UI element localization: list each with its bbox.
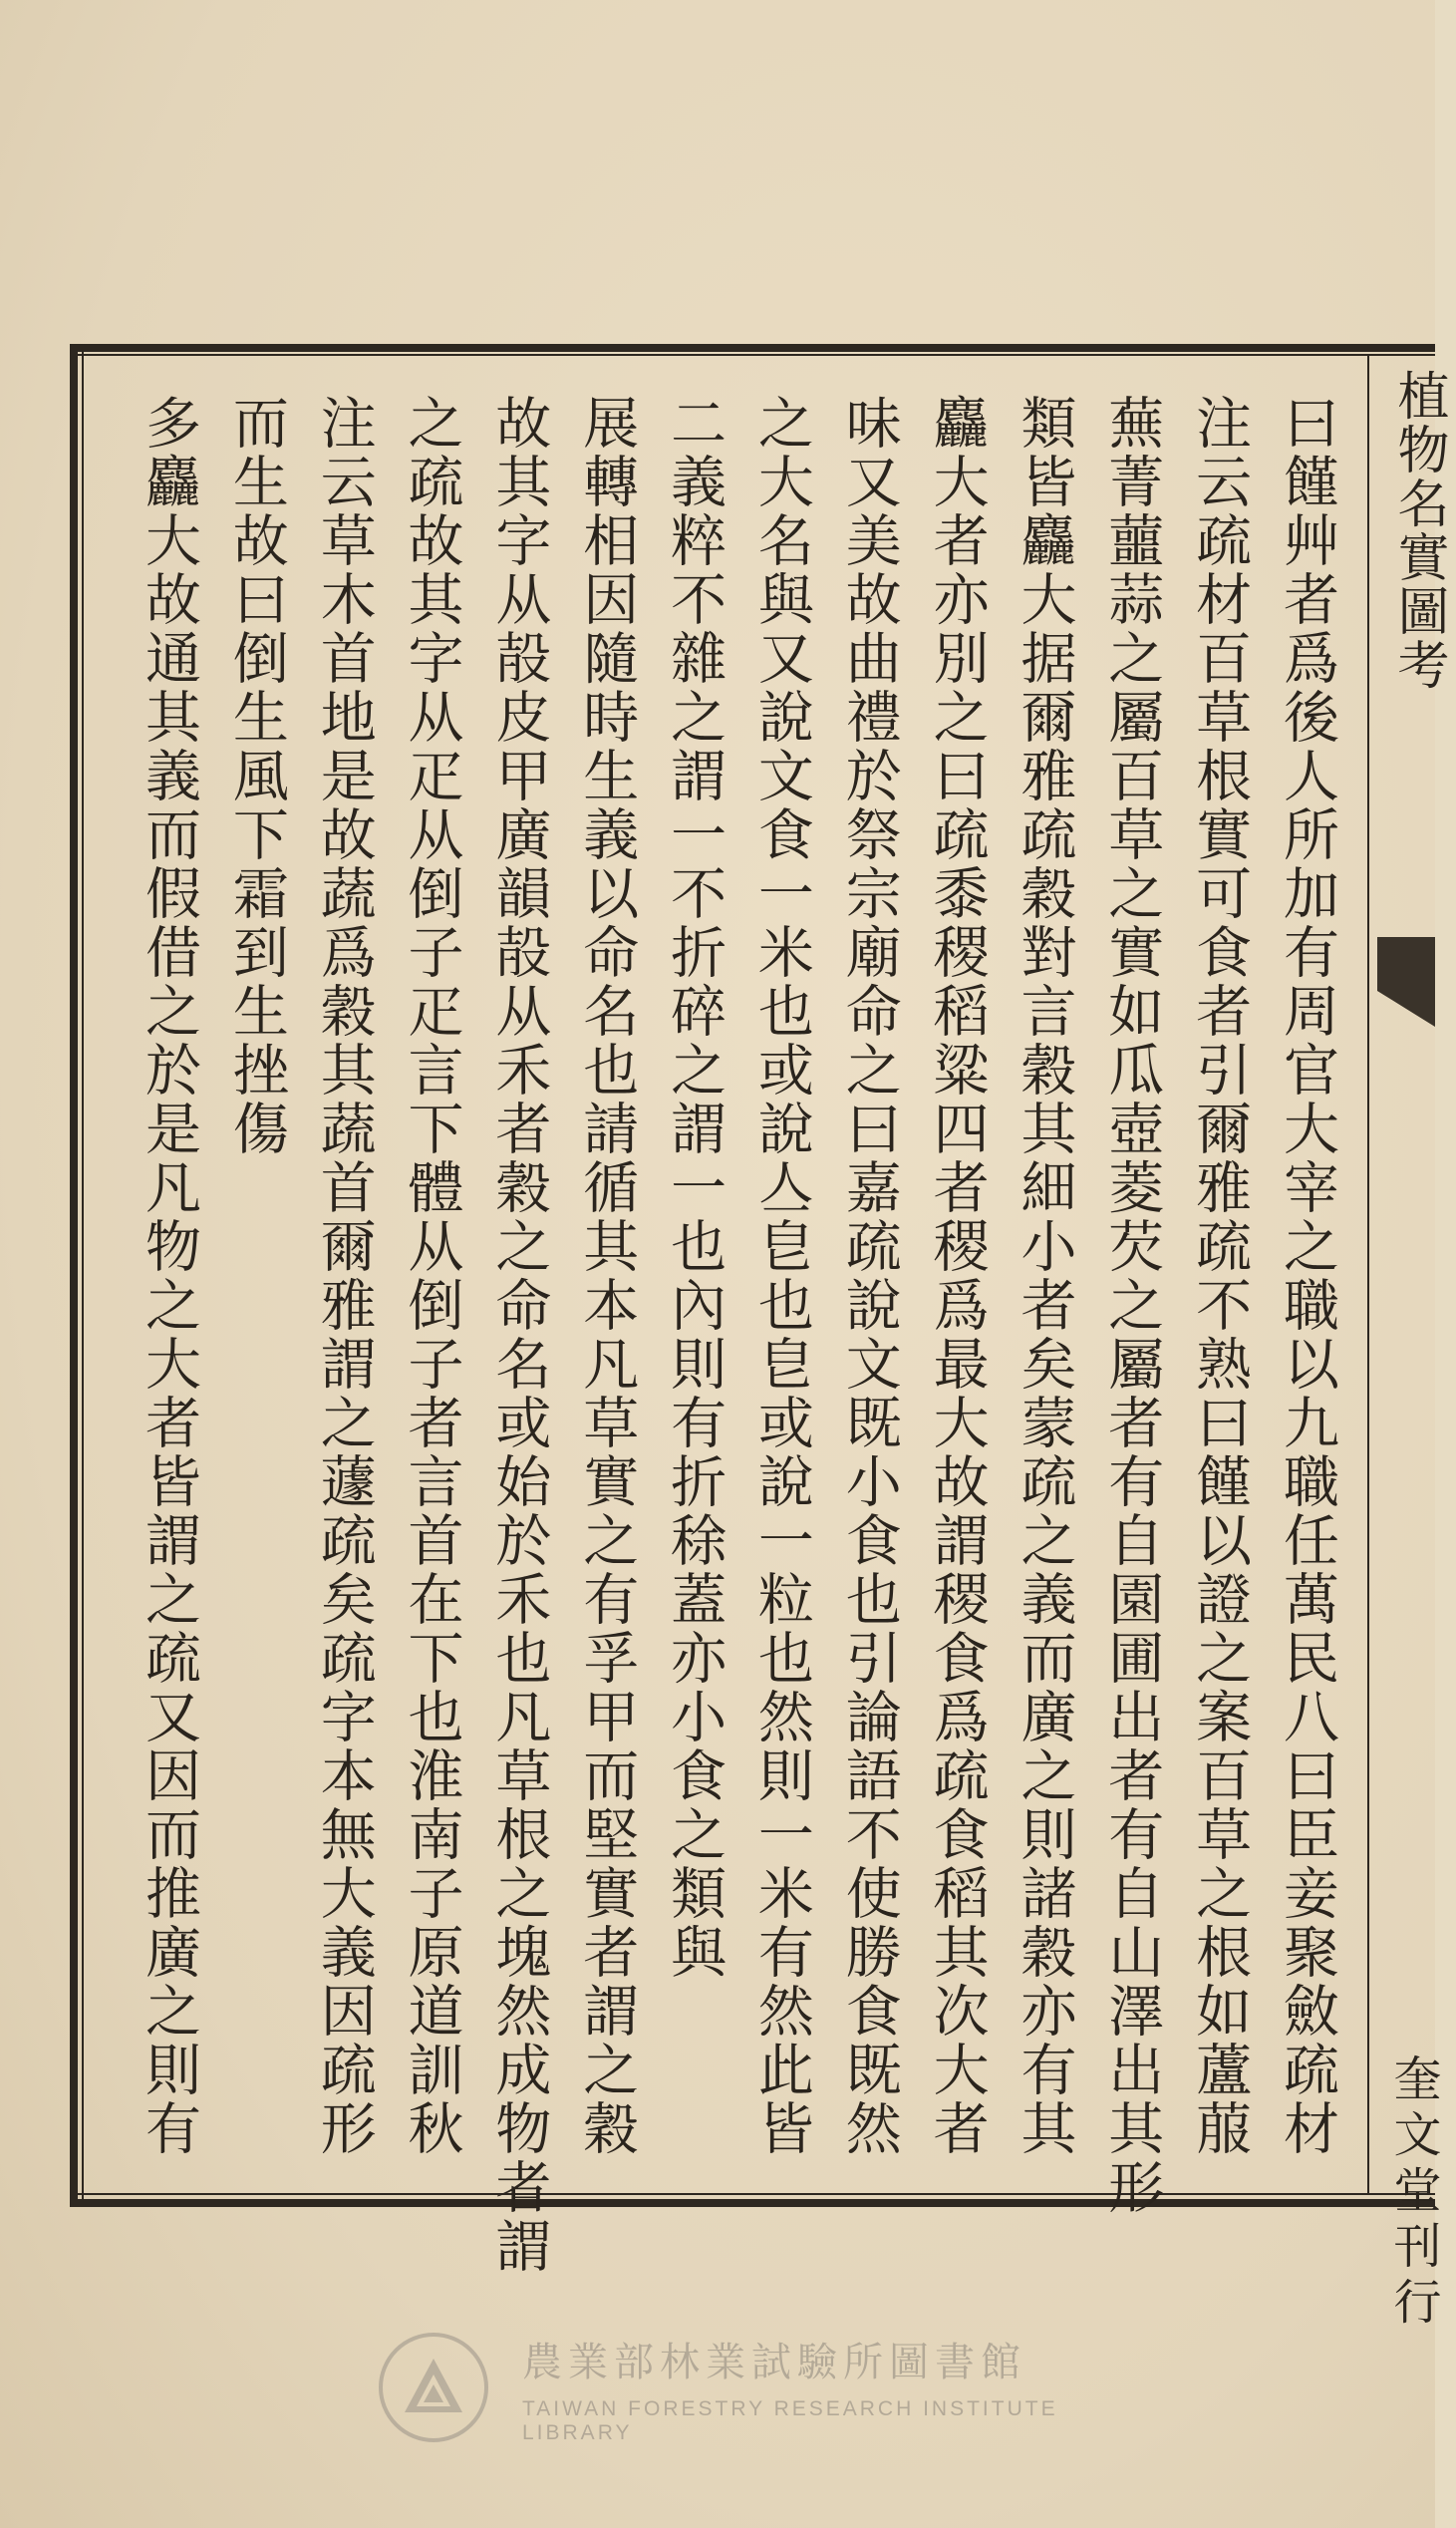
library-name-chinese: 農業部林業試驗所圖書館 bbox=[522, 2339, 1026, 2385]
text-column: 故其字从㱿皮甲廣韻㱿从禾者穀之命名或始於禾也凡草根之塊然成物者謂 bbox=[486, 394, 552, 2276]
text-column: 味又美故曲禮於祭宗廟命之曰嘉疏說文既小食也引論語不使勝食既然 bbox=[836, 394, 902, 2158]
main-text-block bbox=[130, 394, 1345, 2276]
fore-edge-divider bbox=[1367, 354, 1369, 2195]
frame-bottom-border bbox=[70, 2193, 1435, 2207]
library-watermark bbox=[379, 2323, 1076, 2452]
frame-left-border bbox=[70, 344, 84, 2207]
fore-edge-column bbox=[1373, 359, 1448, 2333]
text-column: 之大名與又說文食一米也或說亼皀也皀或說一粒也然則一米有然此皆 bbox=[748, 394, 814, 2158]
text-column: 曰饉艸者爲後人所加有周官大宰之職以九職任萬民八曰臣妾聚斂疏材 bbox=[1274, 394, 1339, 2158]
text-column: 注云草木首地是故蔬爲穀其蔬首爾雅謂之蘧疏矣疏字本無大義因疏形 bbox=[311, 394, 377, 2158]
text-column: 二義粹不雜之謂一不折碎之謂一也內則有折稌蓋亦小食之類與 bbox=[662, 394, 728, 1982]
text-column: 之疏故其字从疋从倒子疋言下體从倒子者言首在下也淮南子原道訓秋 bbox=[399, 394, 464, 2158]
publisher-imprint: 奎文堂刊行 bbox=[1385, 2054, 1441, 2333]
library-name-english: TAIWAN FORESTRY RESEARCH INSTITUTE LIBRARY bbox=[522, 2396, 1058, 2444]
text-column: 麤大者亦別之曰疏黍稷稻粱四者稷爲最大故謂稷食爲疏食稻其次大者 bbox=[924, 394, 990, 2158]
text-column: 多麤大故通其義而假借之於是凡物之大者皆謂之疏又因而推廣之則有 bbox=[137, 394, 201, 2158]
library-seal-icon bbox=[379, 2333, 488, 2442]
book-title: 植物名實圖考 bbox=[1388, 369, 1448, 692]
text-column: 展轉相因隨時生義以命名也請循其本凡草實之有孚甲而堅實者謂之穀 bbox=[574, 394, 640, 2158]
frame-top-border bbox=[70, 344, 1435, 356]
text-column: 注云疏材百草根實可食者引爾雅疏不熟曰饉以證之案百草之根如蘆菔 bbox=[1187, 394, 1253, 2158]
text-column: 而生故曰倒生風下霜到生挫傷 bbox=[223, 394, 289, 1158]
text-column: 類皆麤大据爾雅疏穀對言穀其細小者矣蒙疏之義而廣之則諸穀亦有其 bbox=[1012, 394, 1077, 2158]
text-column: 蕪菁蘁蒜之屬百草之實如瓜壺菱芡之屬者有自園圃出者有自山澤出其形 bbox=[1099, 394, 1165, 2217]
fishtail-mark-icon bbox=[1377, 937, 1435, 1027]
